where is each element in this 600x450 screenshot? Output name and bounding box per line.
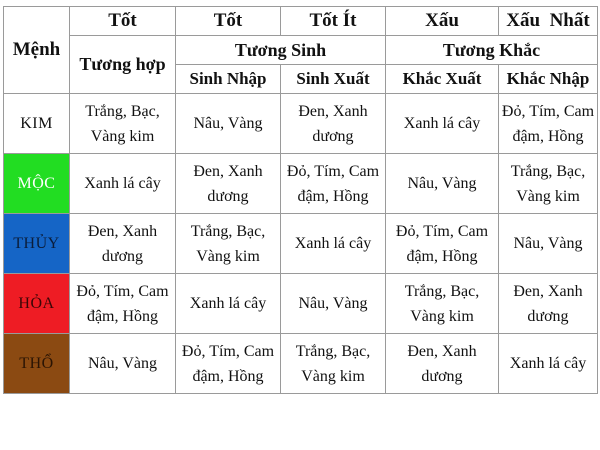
cell-line: Vàng kim — [301, 367, 365, 385]
table-row — [4, 94, 598, 154]
table-cell — [176, 154, 281, 214]
table-cell — [176, 334, 281, 394]
table-cell — [70, 214, 176, 274]
table-cell — [386, 214, 499, 274]
table-cell — [499, 154, 598, 214]
table-cell — [499, 274, 598, 334]
cell-line: đậm, Hồng — [512, 127, 584, 145]
cell-line: Trắng, Bạc, — [85, 102, 160, 120]
cell-line: Xanh lá cây — [189, 295, 267, 312]
cell-line: đậm, Hồng — [297, 187, 369, 205]
element-compatibility-table — [3, 6, 598, 394]
cell-line: đậm, Hồng — [406, 247, 478, 265]
header-tuong-hop: Tương hợp — [70, 36, 176, 94]
cell-line: Nâu, Vàng — [193, 115, 263, 132]
header-rating-5: Xấu Nhất — [499, 7, 598, 36]
element-label-3: THỦY — [4, 214, 70, 274]
table-cell — [386, 154, 499, 214]
element-label-4: HỎA — [4, 274, 70, 334]
cell-line: Đỏ, Tím, Cam — [181, 342, 275, 360]
header-rating-3: Tốt Ít — [281, 7, 386, 36]
cell-line: dương — [421, 367, 463, 385]
cell-line: dương — [207, 187, 249, 205]
table-cell — [499, 214, 598, 274]
header-sinh-nhap: Sinh Nhập — [176, 65, 281, 94]
element-compatibility-table-wrapper — [3, 6, 598, 394]
table-cell — [386, 94, 499, 154]
table-row — [4, 334, 598, 394]
cell-line: Đen, Xanh — [193, 162, 263, 180]
table-row — [4, 154, 598, 214]
cell-line: dương — [312, 127, 354, 145]
table-cell — [70, 154, 176, 214]
cell-line: Trắng, Bạc, — [510, 162, 586, 180]
cell-line: Đen, Xanh — [513, 282, 583, 300]
header-rating-1: Tốt — [70, 7, 176, 36]
table-cell — [281, 94, 386, 154]
table-cell — [281, 214, 386, 274]
header-tuong-khac: Tương Khắc — [386, 36, 598, 65]
header-khac-nhap: Khắc Nhập — [499, 65, 598, 94]
cell-line: Đen, Xanh — [87, 222, 158, 240]
cell-line: Nâu, Vàng — [87, 355, 158, 372]
cell-line: Vàng kim — [196, 247, 260, 265]
table-cell — [176, 94, 281, 154]
cell-line: Xanh lá cây — [294, 235, 372, 252]
table-row — [4, 214, 598, 274]
table-cell — [281, 154, 386, 214]
cell-line: dương — [527, 307, 569, 325]
cell-line: Trắng, Bạc, — [295, 342, 371, 360]
cell-line: đậm, Hồng — [192, 367, 264, 385]
table-row — [4, 274, 598, 334]
cell-line: Trắng, Bạc, — [404, 282, 480, 300]
header-rating-2: Tốt — [176, 7, 281, 36]
cell-line: Đỏ, Tím, Cam — [76, 282, 169, 300]
cell-line: Đỏ, Tím, Cam — [501, 102, 595, 120]
cell-line: đậm, Hồng — [86, 307, 159, 325]
cell-line: Xanh lá cây — [84, 175, 161, 192]
element-label-2: MỘC — [4, 154, 70, 214]
cell-line: Vàng kim — [516, 187, 580, 205]
table-cell — [70, 94, 176, 154]
cell-line: Xanh lá cây — [403, 115, 481, 132]
header-row-ratings — [4, 7, 598, 36]
table-cell — [70, 334, 176, 394]
table-cell — [281, 274, 386, 334]
table-cell — [499, 334, 598, 394]
table-body — [4, 94, 598, 394]
table-cell — [386, 274, 499, 334]
table-cell — [499, 94, 598, 154]
header-sinh-xuat: Sinh Xuất — [281, 65, 386, 94]
cell-line: Đỏ, Tím, Cam — [286, 162, 380, 180]
cell-line: Nâu, Vàng — [298, 295, 368, 312]
cell-line: Nâu, Vàng — [407, 175, 477, 192]
table-cell — [281, 334, 386, 394]
cell-line: dương — [101, 247, 144, 265]
header-row-groups — [4, 36, 598, 65]
cell-line: Đỏ, Tím, Cam — [395, 222, 489, 240]
header-rating-4: Xấu — [386, 7, 499, 36]
element-label-5: THỔ — [4, 334, 70, 394]
header-tuong-sinh: Tương Sinh — [176, 36, 386, 65]
element-label-1: KIM — [4, 94, 70, 154]
table-cell — [176, 274, 281, 334]
table-cell — [386, 334, 499, 394]
cell-line: Vàng kim — [410, 307, 474, 325]
table-cell — [176, 214, 281, 274]
header-menh: Mệnh — [4, 7, 70, 94]
cell-line: Nâu, Vàng — [513, 235, 583, 252]
cell-line: Đen, Xanh — [298, 102, 368, 120]
cell-line: Đen, Xanh — [407, 342, 477, 360]
cell-line: Vàng kim — [90, 127, 155, 145]
header-khac-xuat: Khắc Xuất — [386, 65, 499, 94]
table-cell — [70, 274, 176, 334]
cell-line: Xanh lá cây — [509, 355, 587, 372]
cell-line: Trắng, Bạc, — [190, 222, 266, 240]
